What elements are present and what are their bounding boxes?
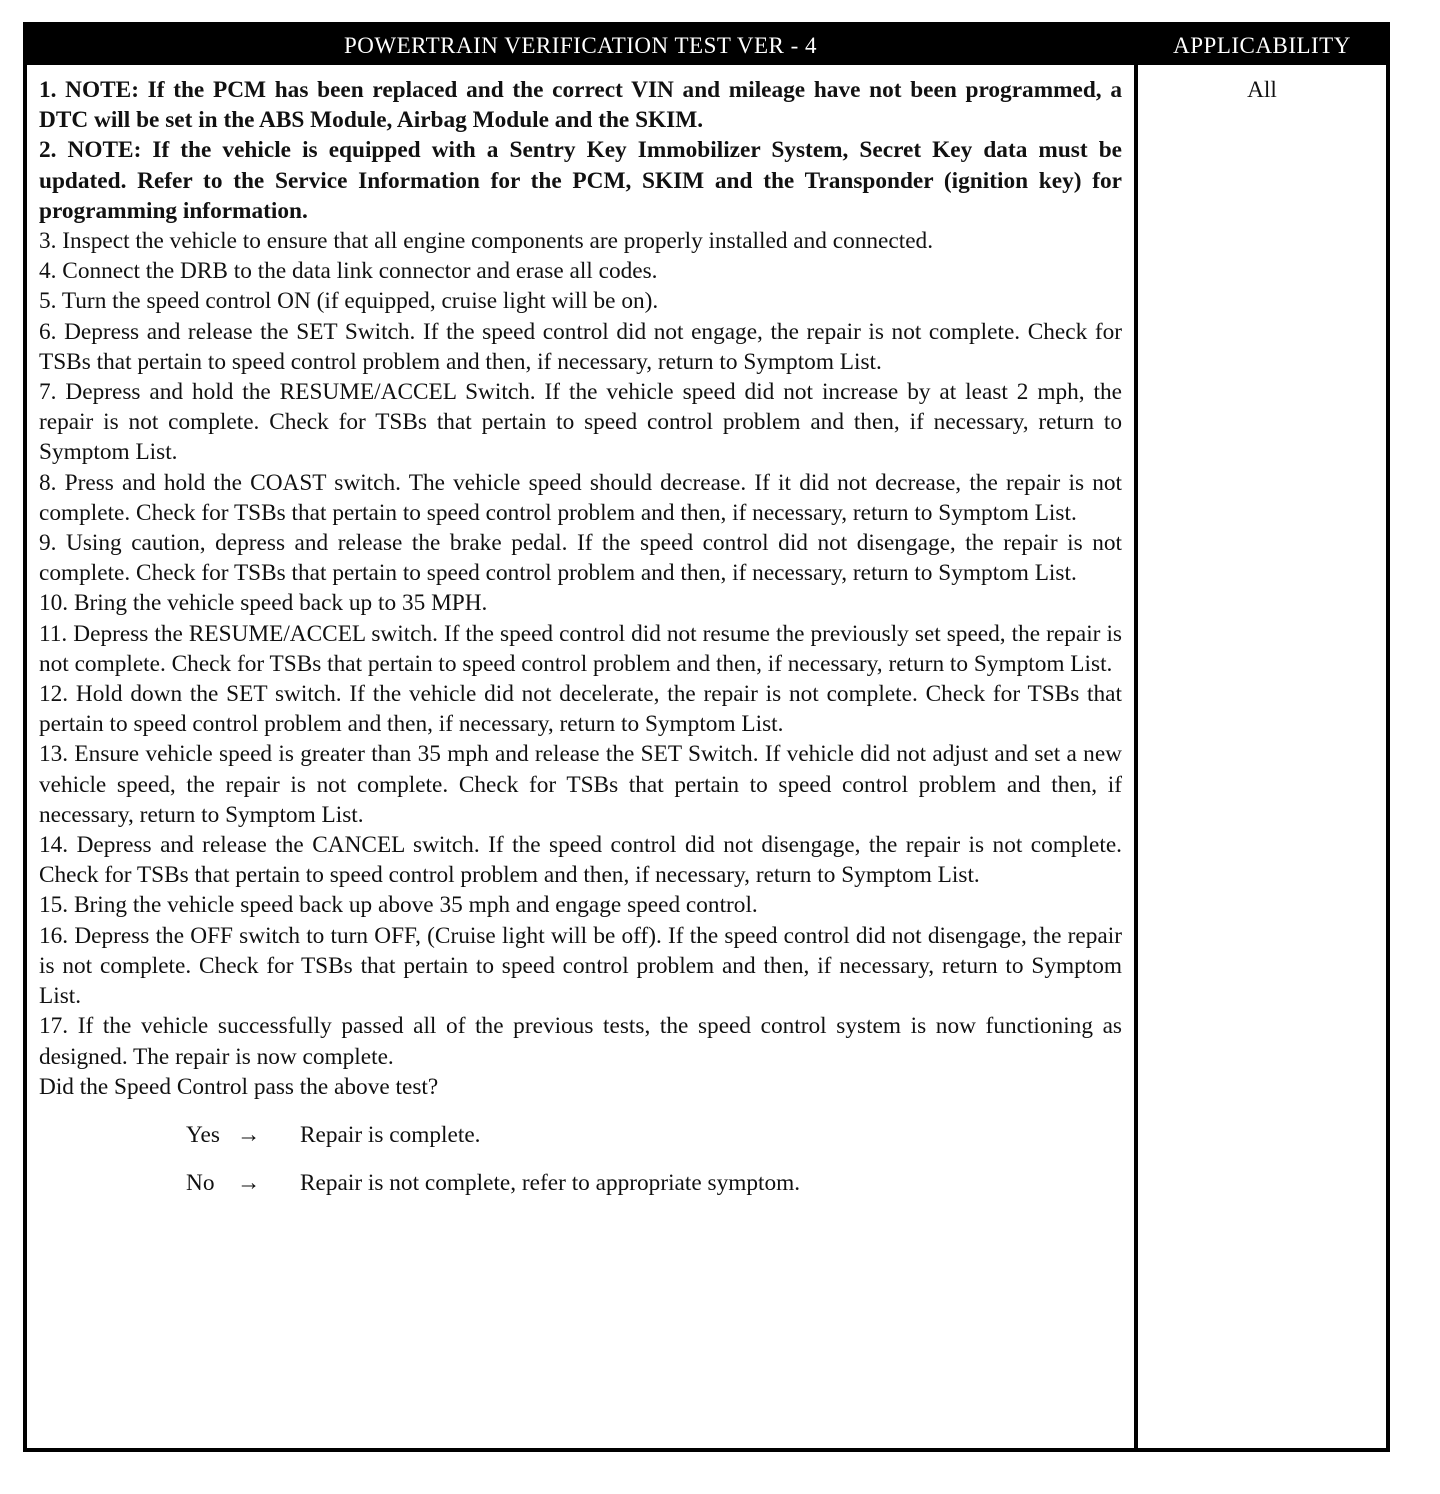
answer-no xyxy=(186,1168,1122,1198)
step-1: 1. NOTE: If the PCM has been replaced and the correct VIN and mileage have not been programmed, a DTC will be set in the ABS Module, Airbag Module and the SKIM. xyxy=(39,77,1122,134)
step-7: 7. Depress and hold the RESUME/ACCEL Switch. If the vehicle speed did not increase by at least 2 mph, the repair is not complete. Check for TSBs that pertain to speed control problem and then, if necessary, return to Symptom List. xyxy=(39,379,1122,466)
step-4: 4. Connect the DRB to the data link connector and erase all codes. xyxy=(39,258,658,285)
step-10: 10. Bring the vehicle speed back up to 35 MPH. xyxy=(39,590,488,617)
applicability-cell: All xyxy=(1247,77,1277,103)
step-12: 12. Hold down the SET switch. If the vehicle did not decelerate, the repair is not complete. Check for TSBs that pertain to speed control problem and then, if necessary, return to Symptom List. xyxy=(39,681,1122,738)
step-16: 16. Depress the OFF switch to turn OFF, (Cruise light will be off). If the speed control did not disengage, the repair is not complete. Check for TSBs that pertain to speed control problem and then, if necessary, return to Symptom List. xyxy=(39,922,1122,1010)
answer-yes xyxy=(186,1120,1122,1150)
answer-yes-label: Yes xyxy=(186,1121,220,1148)
table-title: POWERTRAIN VERIFICATION TEST VER - 4 xyxy=(27,26,1134,65)
step-2: 2. NOTE: If the vehicle is equipped with a Sentry Key Immobilizer System, Secret Key data must be updated. Refer to the Service Information for the PCM, SKIM and the Transponder (ignition key) for programming information. xyxy=(39,137,1122,224)
test-procedure xyxy=(27,65,1134,1448)
answer-yes-result: Repair is complete. xyxy=(300,1121,481,1148)
step-17: 17. If the vehicle successfully passed all of the previous tests, the speed control system is now functioning as designed. The repair is now complete. xyxy=(39,1013,1122,1070)
step-13: 13. Ensure vehicle speed is greater than 35 mph and release the SET Switch. If vehicle did not adjust and set a new vehicle speed, the repair is not complete. Check for TSBs that pertain to speed control problem and then, if necessary, return to Symptom List. xyxy=(39,741,1122,828)
answer-no-result: Repair is not complete, refer to appropriate symptom. xyxy=(300,1170,801,1197)
answer-no-label: No xyxy=(186,1170,215,1197)
step-6: 6. Depress and release the SET Switch. If the speed control did not engage, the repair is not complete. Check for TSBs that pertain to speed control problem and then, if necessary, return to Symptom List. xyxy=(39,318,1122,375)
step-5: 5. Turn the speed control ON (if equipped, cruise light will be on). xyxy=(39,288,659,315)
step-11: 11. Depress the RESUME/ACCEL switch. If the speed control did not resume the previously set speed, the repair is not complete. Check for TSBs that pertain to speed control problem and then, if necessary, return to Symptom List. xyxy=(39,620,1122,677)
verification-test-table xyxy=(23,22,1390,1452)
step-8: 8. Press and hold the COAST switch. The vehicle speed should decrease. If it did not decrease, the repair is not complete. Check for TSBs that pertain to speed control problem and then, if necessary, return to Symptom List. xyxy=(39,469,1122,526)
test-question: Did the Speed Control pass the above test? xyxy=(39,1073,439,1100)
arrow-right-icon: → xyxy=(237,1121,261,1148)
arrow-right-icon: → xyxy=(237,1170,261,1197)
step-3: 3. Inspect the vehicle to ensure that all engine components are properly installed and connected. xyxy=(39,228,934,255)
step-15: 15. Bring the vehicle speed back up above 35 mph and engage speed control. xyxy=(39,892,758,919)
step-9: 9. Using caution, depress and release the brake pedal. If the speed control did not disengage, the repair is not complete. Check for TSBs that pertain to speed control problem and then, if necessary, return to Symptom List. xyxy=(39,530,1122,587)
applicability-header: APPLICABILITY xyxy=(1138,26,1386,65)
step-14: 14. Depress and release the CANCEL switch. If the speed control did not disengage, the repair is not complete. Check for TSBs that pertain to speed control problem and then, if necessary, return to Symptom List. xyxy=(39,832,1122,889)
